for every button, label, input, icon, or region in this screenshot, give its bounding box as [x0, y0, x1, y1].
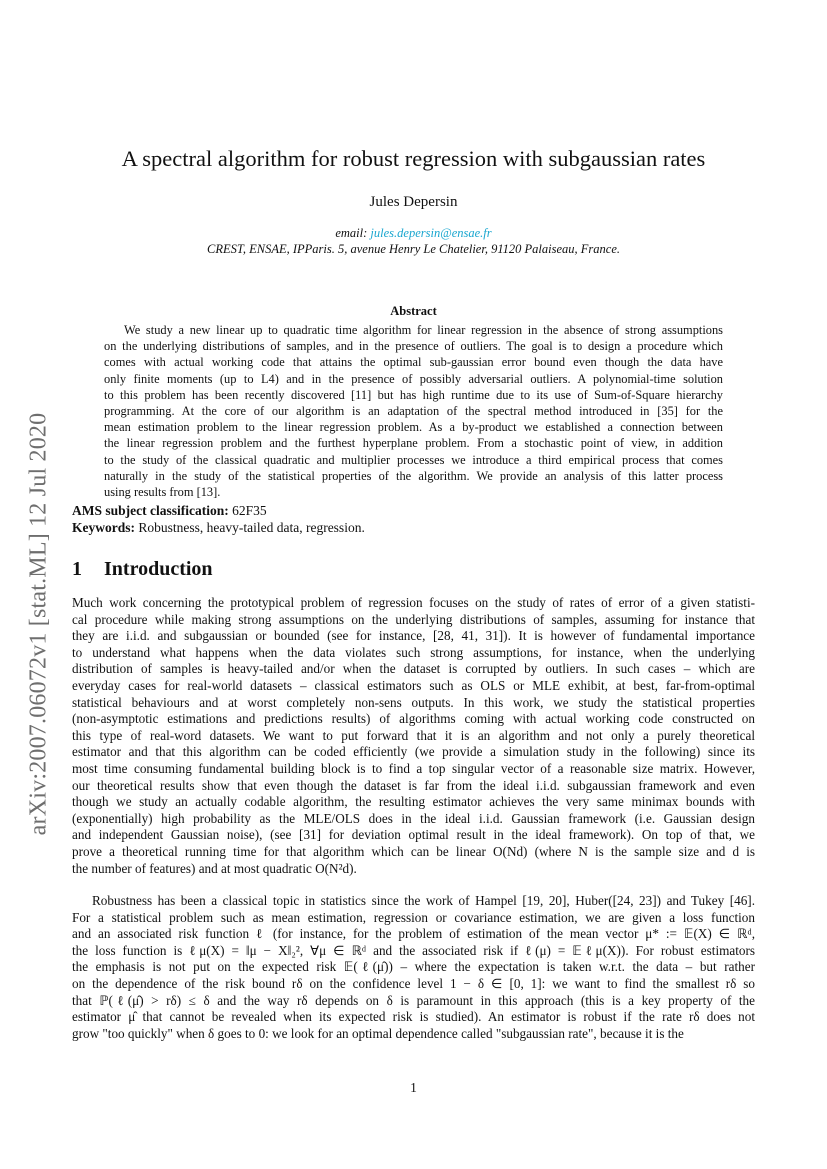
intro-paragraph-2-line: the loss function is ℓμ(X) = ‖μ − X‖₂², ∀μ ∈ ℝᵈ and the associated risk if ℓ(μ) = 𝔼ℓμ(X)). For robust estimators	[72, 942, 755, 958]
intro-paragraph-2	[72, 893, 755, 1042]
keywords-value: Robustness, heavy-tailed data, regression.	[138, 520, 365, 535]
intro-paragraph-1-line: (exponentially) high probability as the MLE/OLS does in the ideal i.i.d. Gaussian framework (i.e. Gaussian design	[72, 810, 755, 826]
abstract-line: the linear regression problem and the furthest hyperplane problem. From a stochastic point of view, in addition	[104, 436, 723, 451]
intro-paragraph-1-line: statistical behaviours and at worst completely non-sens outputs. In this work, we study the statistical properties	[72, 694, 755, 710]
intro-paragraph-2-line: Robustness has been a classical topic in statistics since the work of Hampel [19, 20], Huber([24, 23]) and Tukey [46].	[92, 893, 755, 908]
paper-title: A spectral algorithm for robust regression with subgaussian rates	[121, 146, 706, 171]
abstract-line: naturally in the study of the statistical properties of the algorithm. We provide an analysis of this latter process	[104, 468, 723, 483]
ams-label: AMS subject classification:	[72, 503, 229, 518]
email-label: email:	[335, 226, 368, 240]
intro-paragraph-2-line: For a statistical problem such as mean estimation, regression or covariance estimation, we are given a loss function	[72, 909, 755, 925]
author-name: Jules Depersin	[369, 194, 458, 210]
page-number: 1	[410, 1080, 417, 1095]
abstract-body	[104, 322, 723, 500]
intro-paragraph-1-line: prove a theoretical running time for that algorithm which can be linear O(Nd) (where N is the sample size and d is	[72, 843, 755, 859]
author-email-line	[0, 226, 827, 241]
intro-paragraph-1-line: though we study an actually codable algorithm, the resulting estimator achieves the very same minimax bounds with	[72, 794, 755, 810]
intro-paragraph-2-line: the emphasis is not put on the expected risk 𝔼(ℓ(μ̂)) – where the expectation is taken w.r.t. the data – but rather	[72, 959, 755, 975]
author-affiliation: CREST, ENSAE, IPParis. 5, avenue Henry Le Chatelier, 91120 Palaiseau, France.	[206, 242, 620, 256]
arxiv-sidebar-stamp	[24, 364, 54, 884]
section-number: 1	[72, 558, 82, 580]
arxiv-identifier: arXiv:2007.06072v1 [stat.ML] 12 Jul 2020	[25, 412, 52, 836]
intro-paragraph-2-line: on the dependence of the risk bound rδ on the confidence level 1 − δ ∈ [0, 1]: we want to find the smallest rδ so	[72, 975, 755, 991]
intro-paragraph-2-line: estimator μ̂ that cannot be revealed when its expected risk is studied). An estimator is robust if the rate rδ does not	[72, 1009, 755, 1025]
abstract-line: using results from [13].	[104, 485, 221, 500]
abstract-line: to this problem has been recently discovered [11] but has high runtime due to its use of Sum-of-Square hierarchy	[104, 387, 723, 402]
keywords	[72, 519, 365, 536]
intro-paragraph-1-line: to understand what happens when the data violates such strong assumptions, for instance, when the underlying	[72, 644, 755, 660]
abstract-line: on the underlying distributions of samples, and in the presence of outliers. The goal is to design a procedure which	[104, 339, 723, 354]
intro-paragraph-1-line: distribution of samples is heavy-tailed and/or when the dataset is corrupted by outliers. In such cases – which are	[72, 661, 755, 677]
ams-value: 62F35	[232, 503, 267, 518]
intro-paragraph-1-line: this type of real-word datasets. We want to put forward that it is an algorithm and not only a purely theoretical	[72, 727, 755, 743]
paper-metadata	[72, 502, 365, 536]
section-title: Introduction	[104, 558, 213, 580]
intro-paragraph-1	[72, 595, 755, 877]
intro-paragraph-1-line: everyday cases for real-world datasets – classical estimators such as OLS or MLE exhibit, at best, far-from-optimal	[72, 677, 755, 693]
intro-paragraph-1-line: most time consuming fundamental building block is to find a top singular vector of a reasonable size matrix. However,	[72, 760, 755, 776]
abstract-line: comes with actual working code that attains the optimal sub-gaussian error bound even though the data have	[104, 355, 723, 370]
intro-paragraph-2-line: and an associated risk function ℓ (for instance, for the problem of estimation of the mean vector μ* := 𝔼(X) ∈ ℝᵈ,	[72, 926, 755, 942]
intro-paragraph-1-line: (non-asymptotic estimations and predictions results) of algorithms coming with actual working code constructed on	[72, 711, 755, 727]
intro-paragraph-2-line: that ℙ(ℓ(μ̂) > rδ) ≤ δ and the way rδ depends on δ is paramount in this approach (this is a key property of the	[72, 992, 755, 1008]
section-heading-introduction	[72, 558, 213, 581]
ams-classification	[72, 502, 365, 519]
abstract-line: only finite moments (up to L4) and in the presence of possibly adversarial outliers. A polynomial-time solution	[104, 371, 723, 386]
abstract-line: We study a new linear up to quadratic time algorithm for linear regression in the absence of strong assumptions	[124, 323, 723, 337]
abstract-line: programming. At the core of our algorithm is an adaptation of the spectral method introduced in [35] for the	[104, 404, 723, 419]
intro-paragraph-2-line: grow "too quickly" when δ goes to 0: we look for an optimal dependence called "subgaussian rate", because it is the	[72, 1025, 684, 1041]
intro-paragraph-1-line: the number of features) and at most quadratic O(N²d).	[72, 860, 357, 876]
keywords-label: Keywords:	[72, 520, 135, 535]
abstract-line: mean estimation problem to the linear regression problem. As a by-product we established a connection between	[104, 420, 723, 435]
intro-paragraph-1-line: they are i.i.d. and subgaussian or bounded (see for instance, [28, 41, 31]). It is however of fundamental importance	[72, 628, 755, 644]
intro-paragraph-1-line: estimator and that this algorithm can be coded efficiently (we provide a simulation study in the following) since its	[72, 744, 755, 760]
abstract-line: to the study of the classical quadratic and multiplier processes we introduce a third empirical process that comes	[104, 452, 723, 467]
intro-paragraph-1-line: cal procedure while making strong assumptions on the underlying distributions of samples, assuming for instance that	[72, 611, 755, 627]
intro-paragraph-1-line: and independent Gaussian noise), (see [31] for deviation optimal result in the ideal framework). On top of that, we	[72, 827, 755, 843]
author-email-link[interactable]: jules.depersin@ensae.fr	[370, 226, 492, 240]
intro-paragraph-1-line: Much work concerning the prototypical problem of regression focuses on the study of rates of error of a given statisti-	[72, 595, 755, 610]
abstract-heading: Abstract	[390, 304, 437, 318]
intro-paragraph-1-line: our theoretical results show that even though the dataset is far from the ideal i.i.d. subgaussian framework and even	[72, 777, 755, 793]
